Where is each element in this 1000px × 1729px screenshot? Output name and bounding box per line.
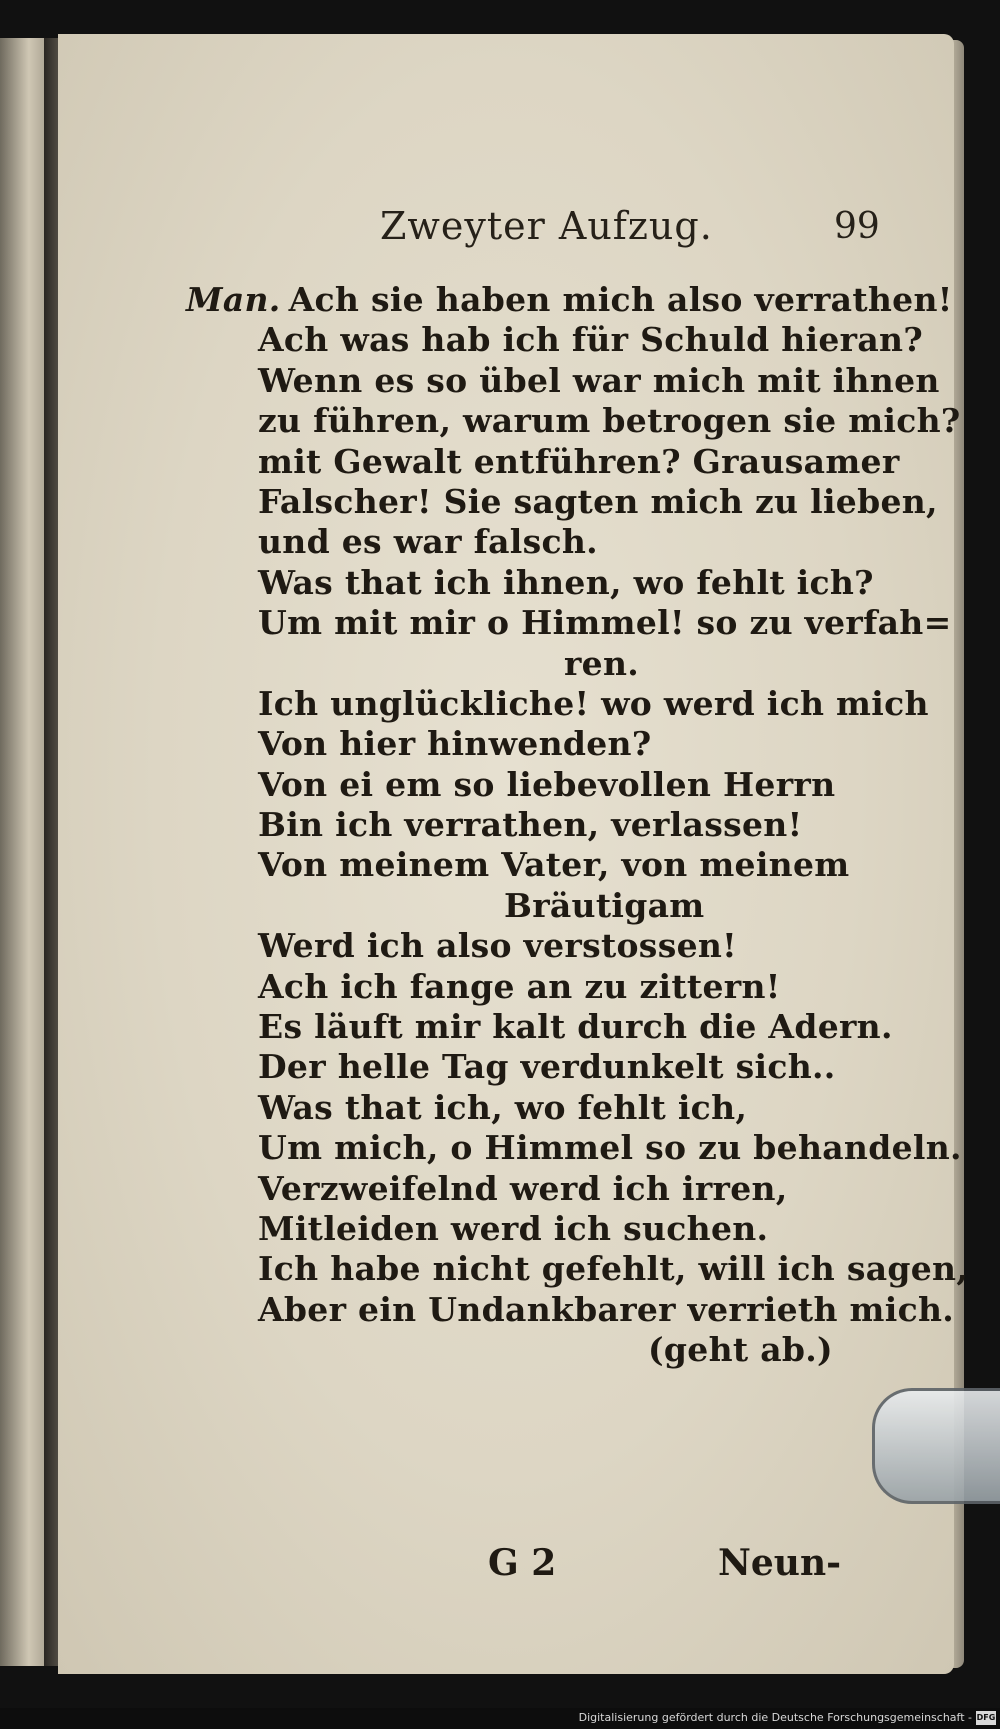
page-clip <box>872 1388 1000 1504</box>
dialogue-text <box>186 280 969 1371</box>
page-footer <box>58 1542 954 1592</box>
text-line: Von hier hinwenden? <box>258 724 652 764</box>
text-line: Wenn es so übel war mich mit ihnen <box>258 360 940 400</box>
text-line: Man. Ach sie haben mich also verrathen! <box>186 280 953 319</box>
text-line: Ach was hab ich für Schuld hieran? <box>258 320 923 360</box>
text-line: Von ei em so liebevollen Herrn <box>258 764 836 804</box>
text-line: Von meinem Vater, von meinem <box>258 845 850 885</box>
text-line: Werd ich also verstossen! <box>258 926 737 966</box>
page-header <box>58 204 954 254</box>
dfg-logo-icon: DFG <box>976 1711 996 1725</box>
text-line: ren. <box>564 643 640 683</box>
catchword: Neun- <box>718 1542 842 1584</box>
text-line: Was that ich ihnen, wo fehlt ich? <box>258 562 874 602</box>
text-line: Bin ich verrathen, verlassen! <box>258 805 803 845</box>
stage-direction: (geht ab.) <box>648 1330 833 1370</box>
text-line: Ich habe nicht gefehlt, will ich sagen, <box>258 1249 969 1289</box>
text-line: Bräutigam <box>504 885 705 925</box>
text-line: Der helle Tag verdunkelt sich.. <box>258 1047 836 1087</box>
page-number: 99 <box>834 206 880 247</box>
credit-bar <box>0 1708 1000 1729</box>
text-line: Aber ein Undankbarer verrieth mich. <box>258 1289 955 1329</box>
text-line: Verzweifelnd werd ich irren, <box>258 1168 788 1208</box>
text-line: und es war falsch. <box>258 522 598 562</box>
running-title: Zweyter Aufzug. <box>380 204 713 248</box>
text-line: Was that ich, wo fehlt ich, <box>258 1087 748 1127</box>
funding-credit: Digitalisierung gefördert durch die Deutsche Forschungsgemeinschaft - <box>578 1711 972 1724</box>
text-line: zu führen, warum betrogen sie mich? <box>258 401 961 441</box>
previous-page-edge <box>0 38 48 1666</box>
text-line: Um mich, o Himmel so zu behandeln. <box>258 1128 962 1168</box>
signature-mark: G 2 <box>488 1542 557 1584</box>
text-line: mit Gewalt entführen? Grausamer <box>258 441 900 481</box>
speaker-name: Man. <box>186 280 281 319</box>
book-page <box>58 34 969 1674</box>
text-line: Mitleiden werd ich suchen. <box>258 1208 769 1248</box>
text-line: Um mit mir o Himmel! so zu verfah= <box>258 603 952 643</box>
text-line: Ach ich fange an zu zittern! <box>258 966 781 1006</box>
text-line: Falscher! Sie sagten mich zu lieben, <box>258 481 938 521</box>
text-line: Ich unglückliche! wo werd ich mich <box>258 683 929 723</box>
text-line: Es läuft mir kalt durch die Adern. <box>258 1007 893 1047</box>
